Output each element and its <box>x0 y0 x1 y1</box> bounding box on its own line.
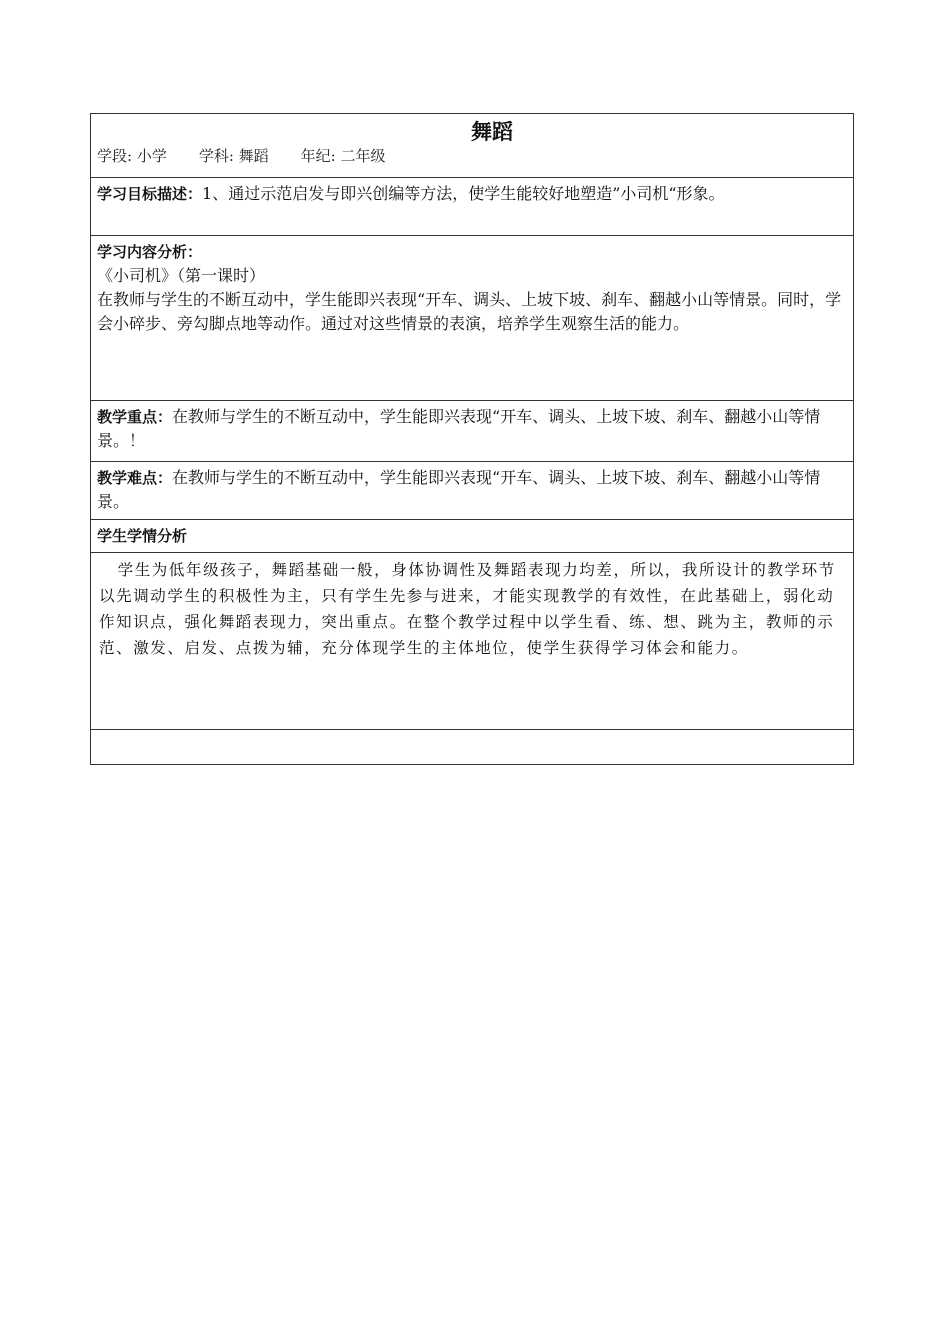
stage-field: 学段: 小学 <box>97 147 167 165</box>
empty-row <box>91 730 853 764</box>
student-analysis-row <box>91 553 853 730</box>
difficulty-text: 在教师与学生的不断互动中，学生能即兴表现“开车、调头、上坡下坡、刹车、翻越小山等情景。 <box>97 468 821 511</box>
goal-text: 1、通过示范启发与即兴创编等方法，使学生能较好地塑造”小司机“形象。 <box>202 184 725 203</box>
key-point-text: 在教师与学生的不断互动中，学生能即兴表现“开车、调头、上坡下坡、刹车、翻越小山等情景。！ <box>97 407 821 450</box>
content-row <box>91 236 853 401</box>
subject-field: 学科: 舞蹈 <box>198 147 269 165</box>
meta-line <box>91 146 853 168</box>
lesson-plan-table <box>90 113 854 765</box>
title-row <box>91 114 853 178</box>
difficulty-row <box>91 462 853 520</box>
content-text: 在教师与学生的不断互动中，学生能即兴表现“开车、调头、上坡下坡、刹车、翻越小山等情景。同时，学会小碎步、旁勾脚点地等动作。通过对这些情景的表演，培养学生观察生活的能力。 <box>97 290 842 333</box>
key-point-label: 教学重点： <box>97 408 173 426</box>
goal-row <box>91 178 853 236</box>
grade-field: 年纪: 二年级 <box>300 147 386 165</box>
difficulty-label: 教学难点： <box>97 469 173 487</box>
student-analysis-text: 学生为低年级孩子，舞蹈基础一般，身体协调性及舞蹈表现力均差，所以，我所设计的教学环节以先调动学生的积极性为主，只有学生先参与进来，才能实现教学的有效性，在此基础上，弱化动作知识点，强化舞蹈表现力，突出重点。在整个教学过程中以学生看、练、想、跳为主，教师的示范、激发、启发、点拨为辅，充分体现学生的主体地位，使学生获得学习体会和能力。 <box>99 561 836 657</box>
student-analysis-label: 学生学情分析 <box>97 527 188 545</box>
key-point-row <box>91 401 853 462</box>
goal-label: 学习目标描述： <box>97 185 203 203</box>
page-title: 舞蹈 <box>471 120 513 144</box>
student-analysis-header-row <box>91 520 853 553</box>
lesson-name: 《小司机》（第一课时） <box>97 266 266 285</box>
content-label: 学习内容分析： <box>97 243 203 261</box>
